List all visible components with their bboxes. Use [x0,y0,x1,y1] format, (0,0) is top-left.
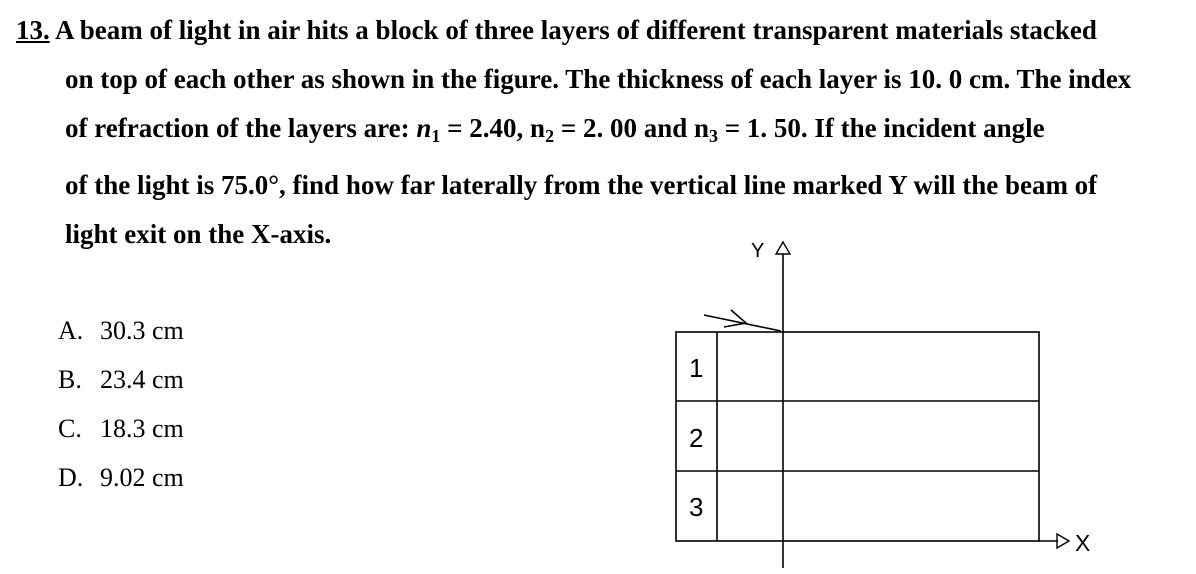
choice-c[interactable]: C. 18.3 cm [58,414,184,443]
ray-arrowhead-icon [724,310,746,327]
question-line-3: of refraction of the layers are: $n_1 = 2.40$, $n_2 = 2$. 00 and $n_3 = 1$. 50. If the incident angle [65,113,1045,146]
y-axis-arrowhead-icon [776,242,790,254]
question-line-2: on top of each other as shown in the figure. The thickness of each layer is 10. 0 cm. The index [65,64,1132,94]
layer-label-3: 3 [689,492,704,522]
choice-a[interactable]: A. 30.3 cm [58,316,184,345]
question-number: 13. [16,15,50,45]
question-line-1: 13. A beam of light in air hits a block of three layers of different transparent materials stacked [16,15,1097,45]
x-axis-label: X [1075,530,1091,556]
layer-label-2: 2 [689,423,704,453]
choice-b[interactable]: B. 23.4 cm [58,365,184,394]
y-axis-label: Y [751,240,765,262]
x-axis-arrowhead-icon [1057,534,1069,548]
question-line-4: of the light is 75.0°, find how far laterally from the vertical line marked Y will the beam of [65,170,1098,200]
block-outline [676,332,1039,541]
choice-d[interactable]: D. 9.02 cm [58,463,184,492]
layer-label-1: 1 [689,353,704,383]
question-line-5: light exit on the X-axis. [65,219,332,249]
